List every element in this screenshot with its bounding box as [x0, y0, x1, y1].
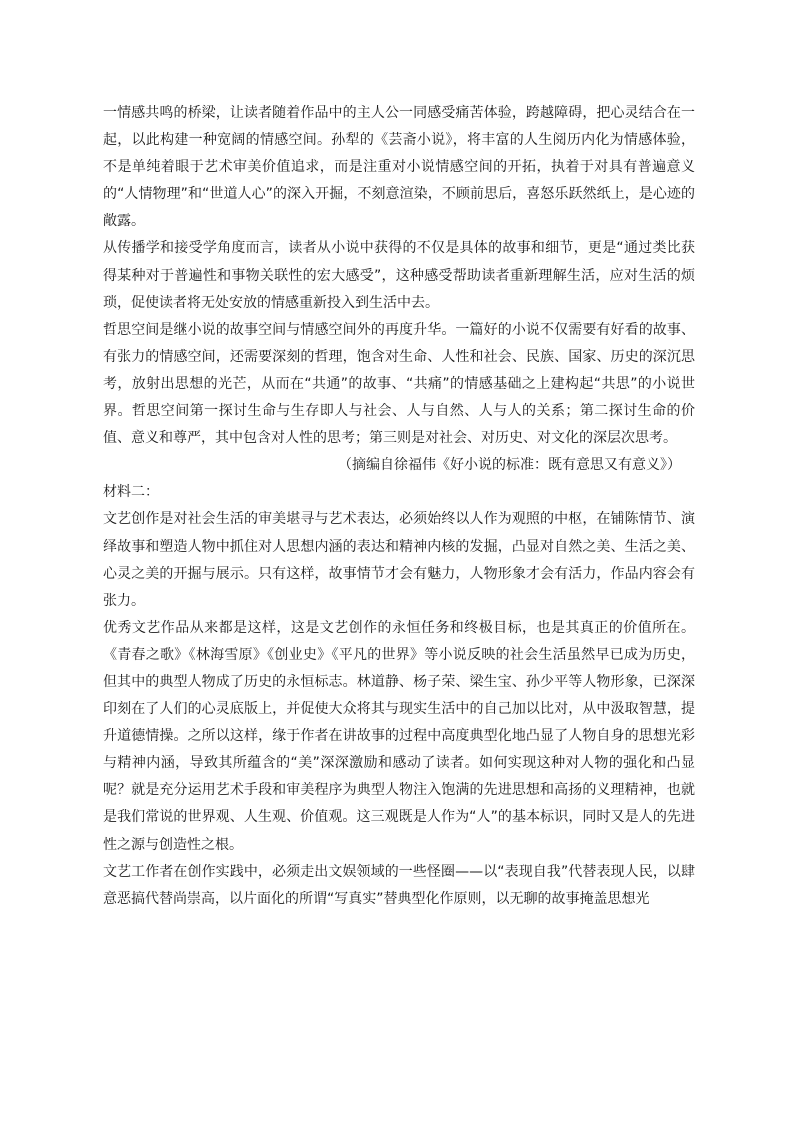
material-two-label: 材料二： — [103, 484, 159, 501]
paragraph-creative-practice: 文艺工作者在创作实践中，必须走出文娱领域的一些怪圈——以“表现自我”代替表现人民，以肆意恶搞代替尚崇高，以片面化的所谓“写真实”替典型化作原则，以无聊的故事掩盖思想光 — [103, 863, 695, 907]
paragraph-literary-creation: 文艺创作是对社会生活的审美堪寻与艺术表达，必须始终以人作为观照的中枢，在铺陈情节、演绎故事和塑造人物中抓住对人思想内涵的表达和精神内核的发掘，凸显对自然之美、生活之美、心灵之美的开掘与展示。只有这样，故事情节才会有魅力，人物形象才会有活力，作品内容会有张力。 — [103, 511, 695, 609]
paragraph-excellent-works: 优秀文艺作品从来都是这样，这是文艺创作的永恒任务和终极目标，也是其真正的价值所在。《青春之歌》《林海雪原》《创业史》《平凡的世界》等小说反映的社会生活虽然早已成为历史，但其中的典型人物成了历史的永恒标志。林道静、杨子荣、梁生宝、孙少平等人物形象，已深深印刻在了人们的心灵底版上，并促使大众将其与现实生活中的自己加以比对，从中汲取智慧，提升道德情操。之所以这样，缘于作者在讲故事的过程中高度典型化地凸显了人物自身的思想光彩与精神内涵，导致其所蕴含的“美”深深激励和感动了读者。如何实现这种对人物的强化和凸显呢？就是充分运用艺术手段和审美程序为典型人物注入饱满的先进思想和高扬的义理精神，也就是我们常说的世界观、人生观、价值观。这三观既是人作为“人”的基本标识，同时又是人的先进性之源与创造性之根。 — [103, 619, 695, 853]
paragraph-philosophical-space: 哲思空间是继小说的故事空间与情感空间外的再度升华。一篇好的小说不仅需要有好看的故事、有张力的情感空间，还需要深刻的哲理，饱含对生命、人性和社会、民族、国家、历史的深沉思考，放射出思想的光芒，从而在“共通”的故事、“共痛”的情感基础之上建构起“共思”的小说世界。哲思空间第一探讨生命与生存即人与社会、人与自然、人与人的关系；第二探讨生命的价值、意义和尊严，其中包含对人性的思考；第三则是对社会、对历史、对文化的深层次思考。 — [103, 321, 695, 447]
paragraph-emotional-space: 一情感共鸣的桥梁，让读者随着作品中的主人公一同感受痛苦体验，跨越障碍，把心灵结合在一起，以此构建一种宽阔的情感空间。孙犁的《芸斋小说》，将丰富的人生阅历内化为情感体验，不是单纯着眼于艺术审美价值追求，而是注重对小说情感空间的开拓，执着于对具有普遍意义的“人情物理”和“世道人心”的深入开掘，不刻意渲染，不顾前思后，喜怒乐跃然纸上，是心迹的敞露。 — [103, 105, 695, 230]
document-page — [103, 100, 695, 913]
paragraph-communication-perspective: 从传播学和接受学角度而言，读者从小说中获得的不仅是具体的故事和细节，更是“通过类比获得某种对于普遍性和事物关联性的宏大感受”，这种感受帮助读者重新理解生活，应对生活的烦琐，促使读者将无处安放的情感重新投入到生活中去。 — [103, 240, 695, 311]
source-citation: （摘编自徐福伟《好小说的标准：既有意思又有意义》） — [338, 457, 681, 474]
